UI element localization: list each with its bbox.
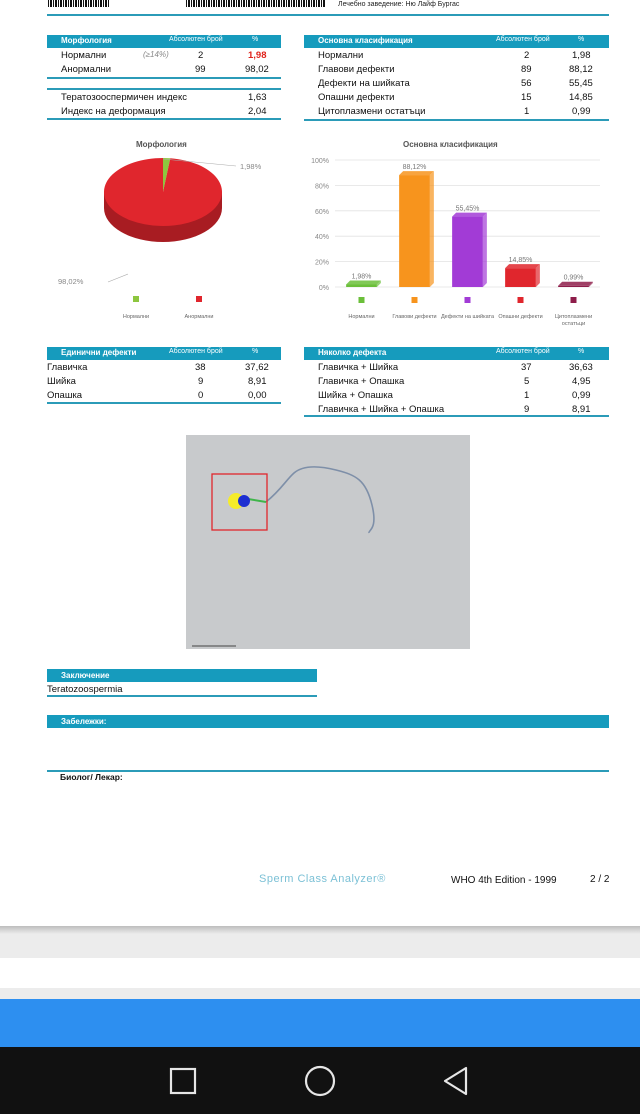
barcode-left bbox=[48, 0, 110, 7]
signature-label: Биолог/ Лекар: bbox=[60, 772, 123, 782]
notes-divider bbox=[47, 770, 609, 772]
bar-value-label: 0,99% bbox=[563, 274, 584, 282]
legend-swatch bbox=[412, 297, 418, 303]
edition-label: WHO 4th Edition - 1999 bbox=[451, 875, 557, 886]
bar-side bbox=[430, 171, 434, 287]
row-label: Главичка + Шийка + Опашка bbox=[318, 404, 445, 415]
bar-chart-title: Основна класификация bbox=[403, 140, 498, 149]
legend-swatch bbox=[518, 297, 524, 303]
row-abs: 56 bbox=[521, 78, 532, 89]
divider bbox=[47, 402, 281, 404]
bar-top bbox=[346, 280, 381, 284]
row-abs: 0 bbox=[198, 390, 204, 401]
bar-chart bbox=[300, 152, 610, 332]
page-number: 2 / 2 bbox=[590, 874, 610, 885]
notes-title: Забележки: bbox=[61, 717, 107, 726]
institution-label: Лечебно заведение: Ню Лайф Бургас bbox=[338, 1, 460, 8]
bar-side bbox=[536, 264, 540, 287]
square-icon bbox=[163, 1061, 203, 1101]
row-label: Тератозооспермичен индекс bbox=[61, 92, 187, 103]
sperm-cell-illustration bbox=[186, 435, 470, 649]
table-row bbox=[304, 48, 609, 62]
col-pct: % bbox=[578, 348, 585, 355]
table-row bbox=[304, 388, 609, 402]
y-tick-label: 20% bbox=[314, 259, 329, 267]
row-pct: 1,98 bbox=[248, 50, 267, 61]
legend-label: Главови дефекти bbox=[392, 314, 437, 320]
table-title: Няколко дефекта bbox=[318, 348, 387, 357]
table-row bbox=[47, 388, 281, 402]
row-label: Шийка + Опашка bbox=[318, 390, 393, 401]
row-abs: 9 bbox=[524, 404, 530, 415]
index-row bbox=[47, 104, 281, 118]
header-divider bbox=[47, 14, 609, 16]
bar-top bbox=[452, 213, 487, 217]
table-title: Основна класификация bbox=[318, 36, 413, 45]
page-shadow bbox=[0, 926, 640, 934]
legend-swatch bbox=[133, 296, 139, 302]
row-pct: 88,12 bbox=[569, 64, 593, 75]
divider bbox=[304, 119, 609, 121]
table-title: Единични дефекти bbox=[61, 348, 137, 357]
barcode-right bbox=[186, 0, 326, 7]
pie-chart-title: Морфология bbox=[136, 140, 187, 149]
row-label: Главичка + Шийка bbox=[318, 362, 399, 373]
multiple-defects-table bbox=[304, 347, 609, 416]
col-pct: % bbox=[578, 36, 585, 43]
y-tick-label: 40% bbox=[314, 234, 329, 242]
y-tick-label: 0% bbox=[318, 285, 329, 292]
bar-top bbox=[505, 264, 540, 268]
table-row bbox=[304, 76, 609, 90]
pie-leader-line bbox=[108, 274, 128, 282]
legend-label: Цитоплазмени bbox=[554, 314, 593, 320]
table-header bbox=[47, 35, 281, 48]
legend-swatch bbox=[196, 296, 202, 302]
col-abs: Абсолютен брой bbox=[169, 36, 223, 43]
bar bbox=[505, 268, 536, 287]
pie-chart bbox=[48, 152, 278, 327]
row-label: Нормални bbox=[318, 50, 364, 61]
col-pct: % bbox=[252, 348, 259, 355]
row-abs: 15 bbox=[521, 92, 532, 103]
row-label: Главичка + Опашка bbox=[318, 376, 405, 387]
table-row bbox=[304, 104, 609, 118]
legend-label: Нормални bbox=[122, 314, 150, 320]
table-row bbox=[304, 62, 609, 76]
recents-button[interactable] bbox=[163, 1061, 203, 1101]
row-abs: 89 bbox=[521, 64, 532, 75]
row-abs: 99 bbox=[195, 64, 206, 75]
bar bbox=[452, 217, 483, 287]
legend-swatch bbox=[359, 297, 365, 303]
row-abs: 38 bbox=[195, 362, 206, 373]
circle-icon bbox=[300, 1061, 340, 1101]
bar-side bbox=[483, 213, 487, 287]
brand-label: Sperm Class Analyzer® bbox=[259, 873, 386, 885]
pie-slice bbox=[104, 158, 222, 226]
row-label: Анормални bbox=[61, 64, 112, 75]
row-label: Опашка bbox=[47, 390, 83, 401]
bar bbox=[346, 284, 377, 287]
app-bottom-bar bbox=[0, 999, 640, 1047]
divider bbox=[47, 118, 281, 120]
table-row bbox=[304, 90, 609, 104]
conclusion-header bbox=[47, 669, 317, 682]
row-abs: 37 bbox=[521, 362, 532, 373]
row-label: Главови дефекти bbox=[318, 64, 395, 75]
table-title: Морфология bbox=[61, 36, 112, 45]
row-label: Опашни дефекти bbox=[318, 92, 395, 103]
row-pct: 8,91 bbox=[248, 376, 267, 387]
row-label: Дефекти на шийката bbox=[318, 78, 410, 89]
row-label: Нормални bbox=[61, 50, 107, 61]
single-defects-table bbox=[47, 347, 281, 402]
row-pct: 0,99 bbox=[572, 106, 591, 117]
pie-label: 1,98% bbox=[240, 162, 262, 171]
legend-label: Опашни дефекти bbox=[498, 314, 543, 320]
table-row bbox=[304, 360, 609, 374]
col-pct: % bbox=[252, 36, 259, 43]
row-abs: 5 bbox=[524, 376, 530, 387]
divider bbox=[304, 415, 609, 417]
legend-swatch bbox=[465, 297, 471, 303]
triangle-back-icon bbox=[436, 1061, 476, 1101]
y-tick-label: 60% bbox=[314, 208, 329, 216]
bar-value-label: 88,12% bbox=[402, 164, 427, 172]
legend-label: Анормални bbox=[184, 314, 214, 320]
row-pct: 14,85 bbox=[569, 92, 593, 103]
row-label: Индекс на деформация bbox=[61, 106, 166, 117]
row-abs: 9 bbox=[198, 376, 204, 387]
col-abs: Абсолютен брой bbox=[496, 348, 550, 355]
row-pct: 8,91 bbox=[572, 404, 591, 415]
table-row bbox=[47, 374, 281, 388]
row-ref: (≥14%) bbox=[143, 50, 169, 59]
row-value: 1,63 bbox=[248, 92, 267, 103]
legend-label: остатъци bbox=[561, 321, 586, 327]
row-label: Цитоплазмени остатъци bbox=[318, 106, 426, 117]
divider bbox=[47, 77, 281, 79]
table-row bbox=[47, 48, 281, 62]
back-button[interactable] bbox=[436, 1061, 476, 1101]
row-value: 2,04 bbox=[248, 106, 267, 117]
col-abs: Абсолютен брой bbox=[496, 36, 550, 43]
row-abs: 2 bbox=[198, 50, 204, 61]
row-pct: 0,99 bbox=[572, 390, 591, 401]
y-tick-label: 80% bbox=[314, 183, 329, 191]
conclusion-title: Заключение bbox=[61, 671, 110, 680]
row-abs: 1 bbox=[524, 106, 530, 117]
col-abs: Абсолютен брой bbox=[169, 348, 223, 355]
table-row bbox=[47, 62, 281, 76]
index-row bbox=[47, 90, 281, 104]
row-pct: 37,62 bbox=[245, 362, 269, 373]
legend-swatch bbox=[571, 297, 577, 303]
bar-top bbox=[399, 171, 434, 175]
row-abs: 2 bbox=[524, 50, 530, 61]
bar-value-label: 1,98% bbox=[351, 273, 372, 281]
table-row bbox=[47, 360, 281, 374]
table-row bbox=[304, 402, 609, 416]
table-header bbox=[47, 347, 281, 360]
row-pct: 0,00 bbox=[248, 390, 267, 401]
microscope-image bbox=[186, 435, 470, 649]
conclusion-divider bbox=[47, 695, 317, 697]
legend-label: Дефекти на шийката bbox=[440, 314, 495, 320]
notes-header bbox=[47, 715, 609, 728]
pie-label: 98,02% bbox=[58, 277, 84, 286]
legend-label: Нормални bbox=[348, 314, 375, 320]
bar-value-label: 14,85% bbox=[508, 257, 533, 265]
row-pct: 36,63 bbox=[569, 362, 593, 373]
conclusion-value: Teratozoospermia bbox=[47, 684, 123, 695]
row-pct: 98,02 bbox=[245, 64, 269, 75]
bar-top bbox=[558, 282, 593, 286]
row-pct: 4,95 bbox=[572, 376, 591, 387]
y-tick-label: 100% bbox=[311, 158, 329, 165]
next-page-strip bbox=[0, 958, 640, 988]
row-pct: 1,98 bbox=[572, 50, 591, 61]
row-pct: 55,45 bbox=[569, 78, 593, 89]
morphology-table bbox=[47, 35, 281, 117]
row-abs: 1 bbox=[524, 390, 530, 401]
table-row bbox=[304, 374, 609, 388]
row-label: Главичка bbox=[47, 362, 88, 373]
table-header bbox=[304, 347, 609, 360]
bar bbox=[558, 286, 589, 287]
bar bbox=[399, 175, 430, 287]
android-nav-bar bbox=[0, 1047, 640, 1114]
home-button[interactable] bbox=[300, 1061, 340, 1101]
table-header bbox=[304, 35, 609, 48]
bar-value-label: 55,45% bbox=[455, 205, 480, 213]
row-label: Шийка bbox=[47, 376, 76, 387]
classification-table bbox=[304, 35, 609, 118]
